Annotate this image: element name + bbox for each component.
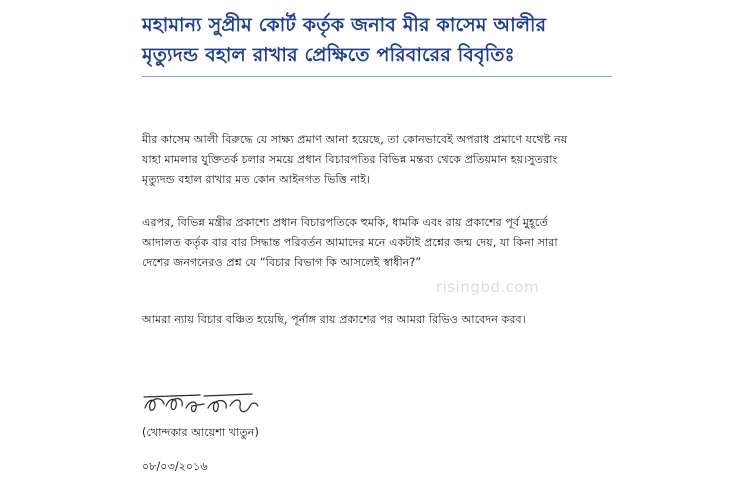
paragraph-line: যাহা মামলার যুক্তিতর্ক চলার সময়ে প্রধান বিচারপতির বিভিন্ন মন্তব্য থেকে প্রতিয়মান হয়।সুতরাং <box>142 153 558 166</box>
statement-date: ০৮/০৩/২০১৬ <box>142 460 208 473</box>
headline-divider <box>142 76 612 77</box>
headline-line-1: মহামান্য সুপ্রীম কোর্ট কর্তৃক জনাব মীর কাসেম আলীর <box>142 14 547 36</box>
paragraph-line: মীর কাসেম আলী বিরুদ্ধে যে সাক্ষ্য প্রমাণ আনা হয়েছে, তা কোনভাবেই অপরাধ প্রমাণে যথেষ্ট নয় <box>142 133 568 146</box>
signatory-name: (খোন্দকার আয়েশা খাতুন) <box>142 426 259 439</box>
paragraph-line: দেশের জনগনেরও প্রশ্ন যে “বিচার বিভাগ কি আসলেই স্বাধীন?” <box>142 256 422 269</box>
paragraph-line: এরপর, বিভিন্ন মন্ত্রীর প্রকাশ্যে প্রধান বিচারপতিকে হুমকি, ধামকি এবং রায় প্রকাশের পূর্ব মুহূর্তে <box>142 216 548 229</box>
paragraph-judiciary <box>142 213 610 273</box>
statement-headline <box>142 10 612 70</box>
paragraph-line: আদালত কর্তৃক বার বার সিদ্ধান্ত পরিবর্তন আমাদের মনে একটাই প্রশ্নের জন্ম দেয়, যা কিনা সারা <box>142 236 558 249</box>
paragraph-review <box>142 310 610 330</box>
paragraph-line: আমরা ন্যায় বিচার বঞ্চিত হয়েছি, পূর্নাঙ্গ রায় প্রকাশের পর আমরা রিভিও আবেদন করব। <box>142 313 526 326</box>
headline-line-2: মৃত্যুদন্ড বহাল রাখার প্রেক্ষিতে পরিবারের বিবৃতিঃ <box>142 44 515 66</box>
watermark-text: risingbd.com <box>436 278 540 296</box>
paragraph-line: মৃত্যুদন্ড বহাল রাখার মত কোন আইনগত ভিত্তি নাই। <box>142 173 371 186</box>
handwritten-signature <box>142 390 262 418</box>
paragraph-evidence <box>142 130 610 190</box>
